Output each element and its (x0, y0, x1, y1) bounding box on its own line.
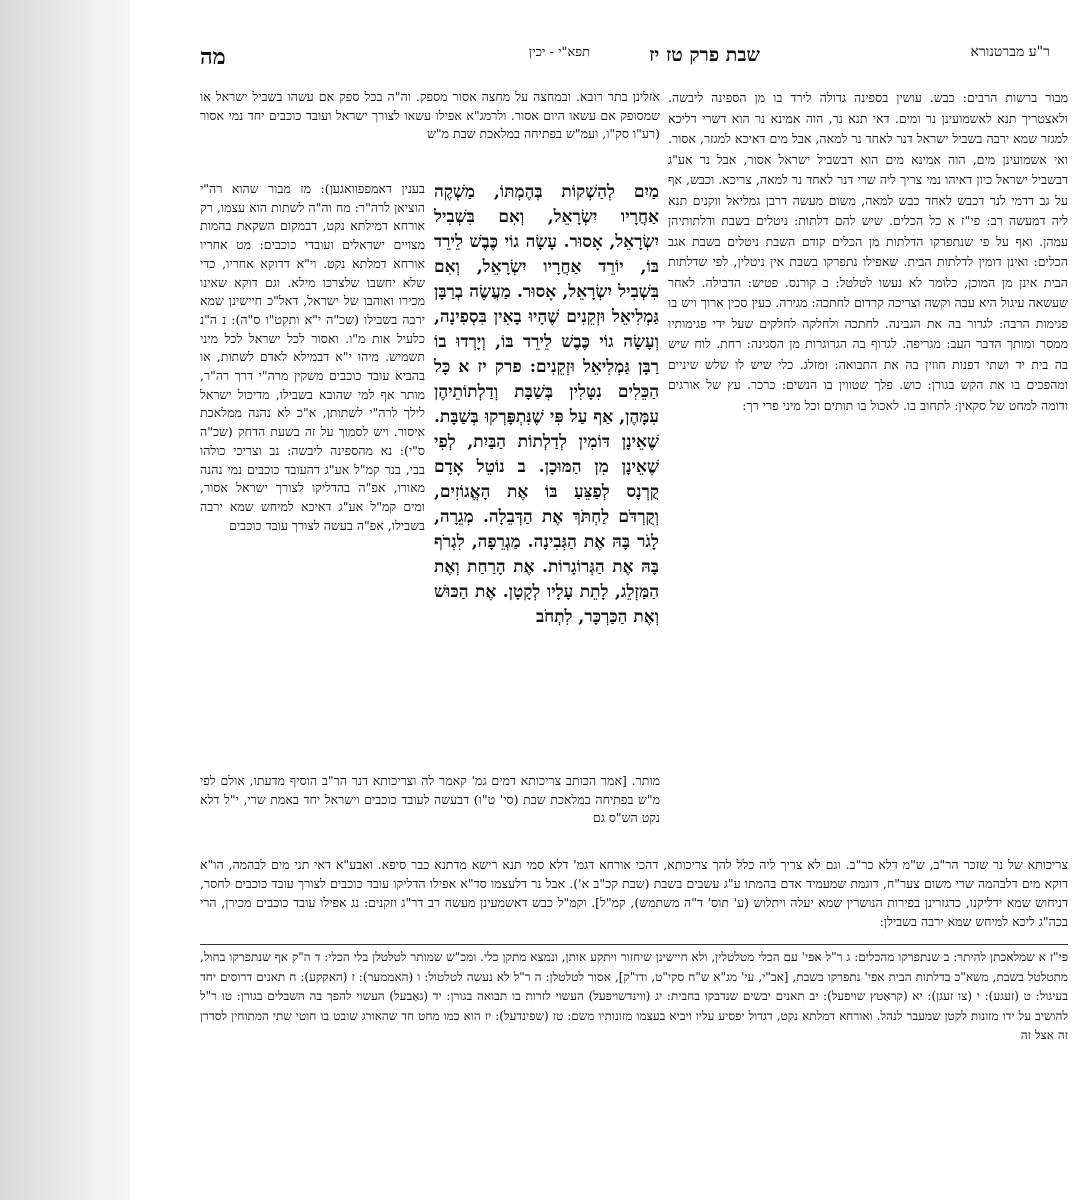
yachin-paragraph: בענין דאמפפוואגען): מז מבור שהוא רה"י הוציאן לרה"ר: מח וה"ה לשתות הוא עצמו, רק אורחא דמילתא נקט, דבמקום השקאת בהמות מצויים ישראלים ועובדי כוכבים: מט אחריו אורחא דמלתא נקט. וי"א דדוקא אחריו, כדי שלא יחשבו שלצרכו מילא. וגם דוקא שאינו מכירו ואוהבו של ישראל, דאל"כ חיישינן שמא ירבה בשבילו (שכ"ה י"א ותקט"ו ס"ה): נ ה"נ כלעיל אות מ"ו. ואסור לכל ישראל לכל מיני תשמיש. מיהו י"א דבמילא לאדם לשתות, או בהביא עובד כוכבים משקין מרה"י דרך רה"ר, מותר אף למי שהובא בשבילו, מדיכול ישראל לילך לרה"י לשתותן, א"כ לא נהנה ממלאכת איסור. ויש לסמוך על זה בשעת הדחק (שכ"ה ס"י): נא מהספינה ליבשה: נב וצריכי כולהו בבי, בנר קמ"ל אע"ג דהעובד כוכבים נמי נהנה מאורו, אפ"ה בהדליקו לצורך ישראל אסור, ומים קמ"ל אע"ג דאיכא למיחש שמא ירבה בשבילו, אפ"ה בעשה לצורך עובד כוכבים (200, 181, 425, 533)
page-header (200, 44, 1060, 74)
yachin-fullwidth-block (200, 855, 1068, 931)
yachin-continuation-paragraph: מותר. [אמר הכותב צריכותא דמים גמ' קאמר לה וצריכותא דנר הר"ב הוסיף מדעתו, אולם לפי מ"ש בפתיחה במלאכת שבת (סי' ט"ו) דבעשה לעובד כוכבים וישראל יחד באמת שרי, י"ל דלא נקט הש"ס גם (200, 773, 660, 825)
page-number: מה (200, 44, 226, 70)
header-yachin-title: תפא"י - יכין (528, 45, 590, 60)
header-bartenura-title: ר"ע מברטנורא (970, 44, 1050, 60)
bartenura-paragraph: מבור ברשות הרבים: כבש. עושין בספינה גדולה לירד בו מן הספינה ליבשה. ולאצטריך תנא לאשמועינן נר ומים. דאי תנא נר, הוה אמינא נר הוא דשרי דליכא למגזר שמא ירבה בשביל ישראל דנר לאחד נר למאה, אבל מים דאיכא למגזר, אסור. ואי אשמועינן מים, הוה אמינא מים הוא דבשביל ישראל אסור, אבל נר אע"ג דבשביל ישראל כיון דאיהו נמי צריך ליה שרי דנר לאחד נר למאה, צריכא. וכבש, אף על גב דדמי לנר דכבש לאחד כבש למאה, משום מעשה דרבן גמליאל ווקנים תנא ליה דמעשה רב: פי"ז א כל הכלים. שיש להם דלתות: ניטלים בשבת ודלתותיהן עמהן. ואף על פי שנתפרקו הדלתות מן הכלים קודם השבת ניטלים בשבת אגב הכלים: ואינן דומין לדלתות הבית. שאפילו נתפרקו בשבת אין ניטלין, לפי שדלתות הבית אינן מן המוכן, כלומר לא נעשו לטלטל: ב קורנס. פטיש: הדבילה. לאחר שעשאה עיגול היא עבה וקשה וצריכה קרדום לחתכה: מגירה. כעין סכין ארוך ויש בו פגימות הרבה: לגרור בה את הגבינה. לחתכה ולחלקה לחלקים שעל ידי פגימותיו ממסר ומותך הדבר העב: מגריפה. לגרוף בה הגרוגרות מן הסגינה: רחת. לוח שיש בה בית יד ושתי דפנות חוזין בה את התבואה: ומזלג. כלי שיש לו שלש שיניים ומהפכים בו את הקש בגורן: כוש. פלך שטווין בו הנשים: כרכר. עץ של אורגים ודומה למחט של סקאין: לתחוב בו. לאכול בו תותים וכל מיני פרי רך: (668, 90, 1068, 413)
footnotes-paragraph: פי"ז א שמלאכתן להיתר: ב שנתפרקו מהכלים: ג ר"ל אפי' עם הכלי מטלטלין, ולא חיישינן שיחזור ויתקע אותן, ונמצא מתקן כלי. ומכ"ש שמותר לטלטלן בלי הכלי: ד ה"ק אף שנתפרקו בחול, מתטלטל בשבת, משא"כ בדלתות הבית אפי' נתפרקו בשבת, [אב"י, עי' מג"א ש"ח סקי"ט, ודו"ק], אסור לטלטלן: ה ר"ל לא נעשה לטלטול: ו (האממער): ז (האקקע): ח תאנים דרוסים יחד בעיגול: ט (זעגע): י (צו זעגן): יא (קראַטץ שויפעל): יב תאנים יבשים שנדבקו בחבית: יג (ווינדשויפעל) העשוי לזרות בו תבואה בגורן: יד (גאַבעל) העשוי להפך בה השבלים בגורן: טו ר"ל להושיב על ידו מזונות לקטן שמעבר לנהל. ואורחא דמלתא נקט, דגדול יפסיע עליו ויביא בעצמו מזונותיו משם: טז (שפינדעל): יז הוא כמו מחט חד שהאורג שובט בו חוטי שתי המתוחין לסדרן זה אצל זה (200, 950, 1068, 1042)
footnote-divider (200, 944, 1068, 945)
bartenura-commentary-column (668, 88, 1068, 768)
yachin-commentary-column (200, 180, 425, 770)
mishna-text-column (434, 180, 659, 770)
yachin-continuation-block (200, 772, 660, 828)
yachin-top-text (200, 88, 660, 180)
yachin-top-paragraph: אזלינן בתר רובא. ובמחצה על מחצה אסור מספק. וה"ה בכל ספק אם עשהו בשביל ישראל או שמסופק אם עשאו היום אסור. ולרמג"א אפילו עשאו לצורך ישראל ועובד כוכבים יחד נמי אסור (רע"ו סק"ו, ועמ"ש בפתיחה במלאכת שבת מ"ש (200, 89, 660, 141)
yachin-fullwidth-paragraph: צריכותא של נר שזכר הר"ב, ש"מ דלא כר"ב. וגם לא צריך ליה כלל להך צריכותא, דהכי אורחא דגמ' דלא סמי תנא רישא מדתנא כבר סיפא. ואבע"א דאי תני מים לבהמה, הו"א דוקא מים דלבהמה שרי משום צער"ח, דוגמת שמעמיד אדם בהמתו ע"ג עשבים בשבת (שבת קכ"ב א'). אבל נר דלעצמו סד"א אפילו הדליקו עובד כוכבים לצורך עובד כוכבים לחסר, דניחוש שמא ידליקנו, כדגזרינן בפירות הנושרין שמא יעלה ויתלוש (ע' תוס' ד"ה משתמש), קמ"ל]. וקמ"ל כבש דאשמעינן מעשה רב דר"ג וזקנים: נג אפילו עובד כוכבים מכירן, הרי בכה"ג ליכא למיחש שמא ירבה בשבילן: (200, 857, 1068, 929)
mishna-paragraph: מַיִם לְהַשְׁקוֹת בְּהֶמְתּוֹ, מַשְׁקֶה אַחֲרָיו יִשְׂרָאֵל, וְאִם בִּשְׁבִיל יִשְׂרָאֵל, אָסוּר. עָשָׂה גוֹי כֶּבֶשׁ לֵירֵד בּוֹ, יוֹרֵד אַחֲרָיו יִשְׂרָאֵל, וְאִם בִּשְׁבִיל יִשְׂרָאֵל, אָסוּר. מַעֲשֶׂה בְרַבָּן גַּמְלִיאֵל וּזְקֵנִים שֶׁהָיוּ בָאִין בִּסְפִינָה, וְעָשָׂה גוֹי כֶּבֶשׁ לֵירֵד בּוֹ, וְיָרְדוּ בוֹ רַבָּן גַּמְלִיאֵל וּזְקֵנִים: פרק יז א כָּל הַכֵּלִים נִטָּלִין בְּשַׁבָּת וְדַלְתוֹתֵיהֶן עִמָּהֶן, אַף עַל פִּי שֶׁנִּתְפָּרְקוּ בְּשַׁבָּת. שֶׁאֵינָן דּוֹמִין לְדַלְתוֹת הַבַּיִת, לְפִי שֶׁאֵינָן מִן הַמּוּכָן. ב נוֹטֵל אָדָם קֻרְנָס לְפַצֵּעַ בּוֹ אֶת הָאֱגוֹזִים, וְקֻרְדֹּם לַחְתֹּךְ אֶת הַדְּבֵלָה. מְגֵרָה, לָגֹר בָּהּ אֶת הַגְּבִינָה. מַגְרֵפָה, לִגְרֹף בָּהּ אֶת הַגְּרוֹגָרוֹת. אֶת הָרַחַת וְאֶת הַמַּזְלֵג, לָתֵת עָלָיו לְקָטָן. אֶת הַכּוּשׁ וְאֶת הַכַּרְכָּר, לִתְחֹב (434, 182, 659, 627)
header-chapter-title: שבת פרק טז יז (649, 44, 760, 66)
page-gutter-shadow (0, 0, 130, 1200)
boaz-footnotes-block (200, 948, 1068, 1046)
